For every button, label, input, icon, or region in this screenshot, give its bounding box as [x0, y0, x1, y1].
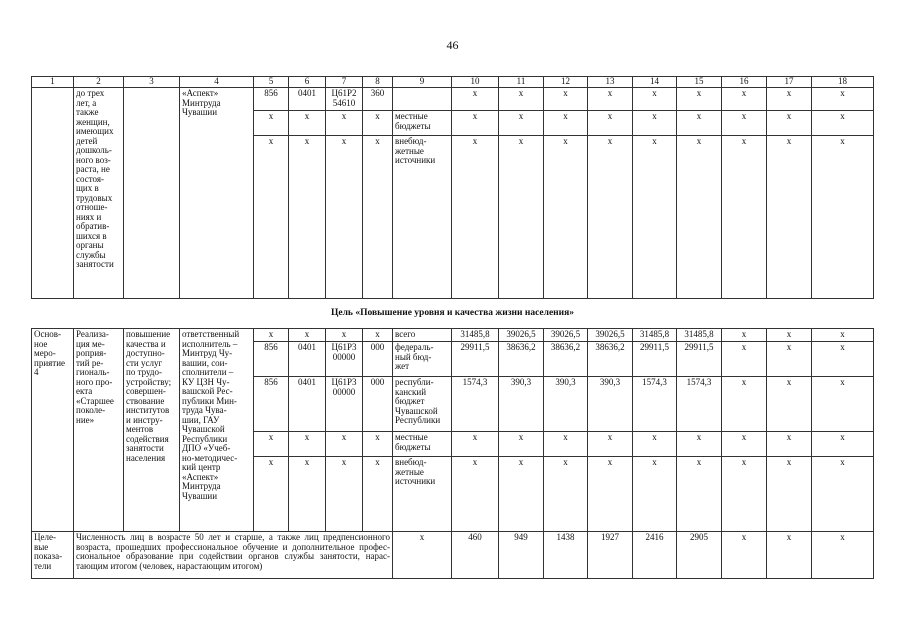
value-cell: x	[499, 457, 544, 532]
value-cell: x	[633, 136, 677, 299]
table-cell: x	[289, 329, 326, 342]
table-row	[32, 329, 874, 342]
page-number: 46	[446, 38, 459, 52]
table-cell: x	[363, 136, 393, 299]
value-cell: x	[677, 432, 722, 457]
value-cell: 460	[452, 532, 499, 579]
table-cell: x	[326, 432, 363, 457]
table-cell: x	[254, 432, 289, 457]
value-cell: x	[812, 136, 874, 299]
header-cell: 3	[124, 77, 180, 88]
value-cell: x	[767, 532, 812, 579]
value-cell: 2416	[633, 532, 677, 579]
value-cell: 2905	[677, 532, 722, 579]
value-cell: 38636,2	[499, 342, 544, 377]
table-cell: x	[254, 329, 289, 342]
value-cell: x	[722, 88, 767, 111]
header-cell: 1	[32, 77, 74, 88]
cell-source: местные бюджеты	[393, 432, 452, 457]
value-cell: x	[767, 329, 812, 342]
header-row	[32, 77, 874, 88]
value-cell: x	[588, 457, 633, 532]
value-cell: x	[633, 111, 677, 136]
value-cell: x	[452, 457, 499, 532]
table-cell: 856	[254, 88, 289, 111]
value-cell: x	[452, 88, 499, 111]
header-cell: 16	[722, 77, 767, 88]
value-cell: x	[633, 88, 677, 111]
value-cell: x	[722, 136, 767, 299]
table-cell: 360	[363, 88, 393, 111]
value-cell: x	[588, 111, 633, 136]
value-cell: x	[812, 532, 874, 579]
header-cell: 9	[393, 77, 452, 88]
header-cell: 18	[812, 77, 874, 88]
table-cell: x	[254, 136, 289, 299]
table-row	[32, 88, 874, 111]
value-cell: 29911,5	[677, 342, 722, 377]
value-cell: 1574,3	[452, 377, 499, 432]
value-cell: x	[812, 342, 874, 377]
value-cell: x	[544, 88, 588, 111]
table-cell: 0401	[289, 342, 326, 377]
header-cell: 4	[180, 77, 254, 88]
table-cell: 000	[363, 377, 393, 432]
cell-source: внебюд- жетные источники	[393, 136, 452, 299]
table-cell: x	[326, 111, 363, 136]
value-cell: x	[499, 111, 544, 136]
table-cell: 0401	[289, 377, 326, 432]
table-cell: x	[326, 329, 363, 342]
target-row	[32, 532, 874, 579]
value-cell: 39026,5	[499, 329, 544, 342]
header-cell: 6	[289, 77, 326, 88]
table-cell: Ц61Р3 00000	[326, 377, 363, 432]
cell-description: Реализа- ция ме- роприя- тий ре- гиональ- ного про- екта «Старшее поколе- ние»	[74, 329, 124, 532]
value-cell: x	[499, 136, 544, 299]
value-cell: x	[812, 432, 874, 457]
table-cell: x	[254, 111, 289, 136]
value-cell: x	[812, 377, 874, 432]
cell-source	[393, 88, 452, 111]
value-cell: 29911,5	[452, 342, 499, 377]
value-cell: x	[767, 136, 812, 299]
header-cell: 8	[363, 77, 393, 88]
header-cell: 2	[74, 77, 124, 88]
cell-source: местные бюджеты	[393, 111, 452, 136]
table-cell: x	[289, 136, 326, 299]
header-cell: 14	[633, 77, 677, 88]
table-cell: x	[363, 432, 393, 457]
target-text: Численность лиц в возрасте 50 лет и старше, а также лиц предпенсионного возраста, прошедших профессиональное обучение и дополнительное профес-сиональное образование при содействии органов службы занятости, нарас-тающим итогом (человек, нарастающим итогом)	[74, 532, 393, 579]
value-cell: x	[767, 377, 812, 432]
value-cell: x	[767, 111, 812, 136]
value-cell: x	[722, 457, 767, 532]
table-cell: 000	[363, 342, 393, 377]
cell-goal: повышение качества и доступно- сти услуг по трудо- устройству; совершен- ствование институтов и инстру- ментов содействия занятости населения	[124, 329, 180, 532]
table-cell: x	[289, 457, 326, 532]
value-cell: x	[812, 329, 874, 342]
value-cell: x	[677, 88, 722, 111]
value-cell: x	[812, 88, 874, 111]
value-cell: x	[722, 432, 767, 457]
value-cell: 949	[499, 532, 544, 579]
table-cell: x	[363, 457, 393, 532]
cell-measure: Основ- ное меро- приятие 4	[32, 329, 74, 532]
cell-col1	[32, 88, 74, 299]
header-cell: 13	[588, 77, 633, 88]
table-cell: 856	[254, 377, 289, 432]
header-cell: 7	[326, 77, 363, 88]
value-cell: x	[722, 329, 767, 342]
value-cell: x	[633, 457, 677, 532]
value-cell: 1574,3	[633, 377, 677, 432]
value-cell: x	[452, 111, 499, 136]
value-cell: 39026,5	[588, 329, 633, 342]
value-cell: x	[499, 88, 544, 111]
table-cell: x	[289, 432, 326, 457]
budget-table-bottom	[31, 328, 874, 579]
value-cell: x	[812, 111, 874, 136]
table-cell: x	[326, 457, 363, 532]
cell-executor: «Аспект» Минтруда Чувашии	[180, 88, 254, 299]
value-cell: x	[767, 342, 812, 377]
value-cell: 39026,5	[544, 329, 588, 342]
value-cell: x	[722, 532, 767, 579]
value-cell: 31485,8	[452, 329, 499, 342]
value-cell: 1574,3	[677, 377, 722, 432]
header-cell: 12	[544, 77, 588, 88]
table-cell: x	[363, 329, 393, 342]
value-cell: x	[588, 136, 633, 299]
cell-source: федераль- ный бюд- жет	[393, 342, 452, 377]
cell-col3	[124, 88, 180, 299]
cell-executor: ответственный исполнитель – Минтруд Чу- вашии, сои- сполнители – КУ ЦЗН Чу- вашской Рес- публики Мин- труда Чува- шии, ГАУ Чувашской Республики ДПО «Учеб- но-методичес- кий центр «Аспект» Минтруда Чувашии	[180, 329, 254, 532]
cell-source: республи- канский бюджет Чувашской Республики	[393, 377, 452, 432]
value-cell: 38636,2	[544, 342, 588, 377]
table-cell: x	[363, 111, 393, 136]
value-cell: 29911,5	[633, 342, 677, 377]
value-cell: 31485,8	[633, 329, 677, 342]
header-cell: 11	[499, 77, 544, 88]
header-cell: 5	[254, 77, 289, 88]
value-cell: x	[544, 457, 588, 532]
table-cell: x	[326, 136, 363, 299]
value-cell: x	[633, 432, 677, 457]
value-cell: x	[722, 377, 767, 432]
value-cell: x	[588, 88, 633, 111]
value-cell: x	[452, 432, 499, 457]
value-cell: 1438	[544, 532, 588, 579]
value-cell: 390,3	[499, 377, 544, 432]
table-cell: x	[289, 111, 326, 136]
cell-source: всего	[393, 329, 452, 342]
table-cell: Ц61Р2 54610	[326, 88, 363, 111]
value-cell: x	[588, 432, 633, 457]
value-cell: 31485,8	[677, 329, 722, 342]
table-cell: Ц61Р3 00000	[326, 342, 363, 377]
value-cell: 390,3	[544, 377, 588, 432]
header-cell: 15	[677, 77, 722, 88]
budget-table-top	[31, 76, 874, 299]
value-cell: x	[544, 136, 588, 299]
target-label: Целе- вые показа- тели	[32, 532, 74, 579]
value-cell: x	[677, 111, 722, 136]
cell-source: внебюд- жетные источники	[393, 457, 452, 532]
value-cell: x	[812, 457, 874, 532]
table-cell: x	[254, 457, 289, 532]
value-cell: x	[722, 111, 767, 136]
value-cell: x	[452, 136, 499, 299]
value-cell: 390,3	[588, 377, 633, 432]
header-cell: 17	[767, 77, 812, 88]
value-cell: x	[722, 342, 767, 377]
cell-source: x	[393, 532, 452, 579]
value-cell: x	[767, 432, 812, 457]
value-cell: x	[767, 88, 812, 111]
cell-description: до трех лет, а также женщин, имеющих детей дошколь- ного воз- раста, не состоя- щих в трудовых отноше- ниях и обратив- шихся в органы службы занятости	[74, 88, 124, 299]
value-cell: x	[677, 136, 722, 299]
value-cell: x	[544, 432, 588, 457]
table-cell: 856	[254, 342, 289, 377]
header-cell: 10	[452, 77, 499, 88]
value-cell: x	[767, 457, 812, 532]
value-cell: x	[544, 111, 588, 136]
value-cell: 38636,2	[588, 342, 633, 377]
value-cell: x	[499, 432, 544, 457]
value-cell: 1927	[588, 532, 633, 579]
goal-title: Цель «Повышение уровня и качества жизни населения»	[330, 308, 574, 318]
value-cell: x	[677, 457, 722, 532]
table-cell: 0401	[289, 88, 326, 111]
